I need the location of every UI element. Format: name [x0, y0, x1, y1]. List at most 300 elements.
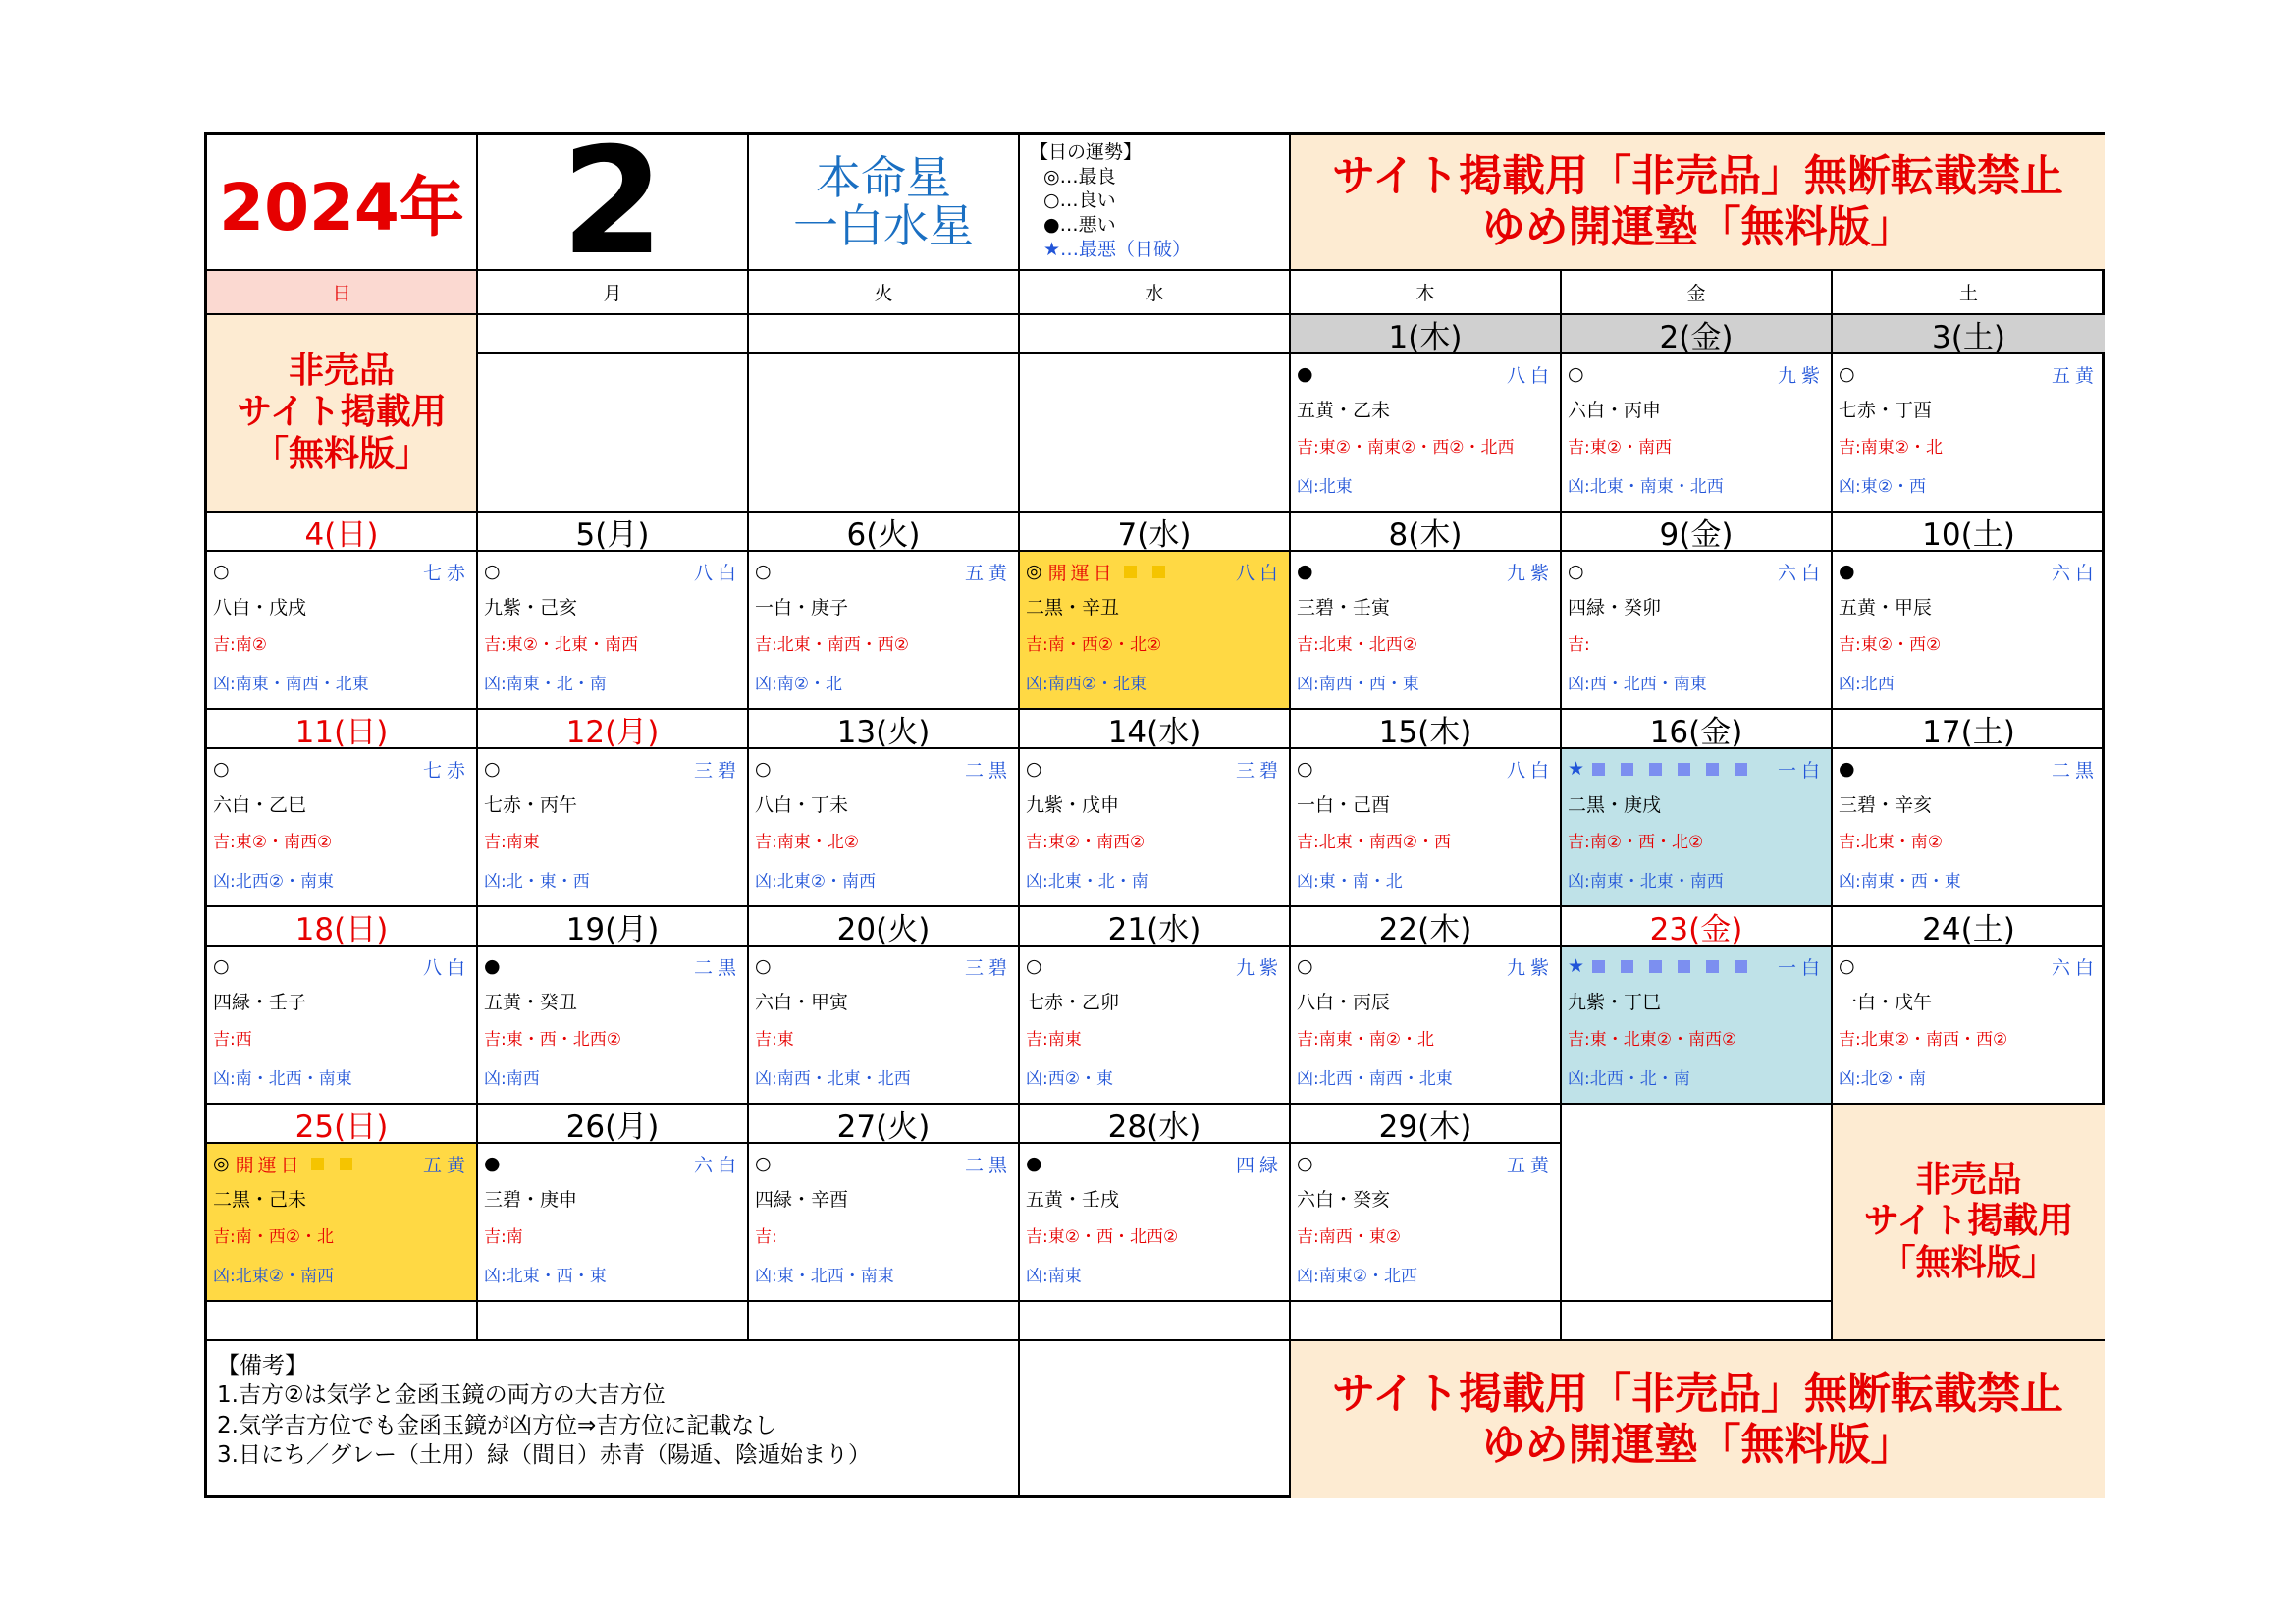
fortune-line [1839, 556, 2099, 587]
date-label: 14(水) [1107, 714, 1201, 749]
lucky-directions: 吉:北東②・南西・西② [1839, 1030, 2008, 1050]
nine-star: 八白 [1235, 562, 1283, 584]
date-header [1833, 907, 2105, 947]
lucky-directions: 吉:南東 [484, 833, 540, 852]
weekday-label: 土 [1958, 283, 1978, 304]
date-label: 29(木) [1378, 1109, 1472, 1144]
fortune-mark: ○ [484, 758, 501, 780]
fortune-mark: ○ [213, 955, 230, 977]
notes-title: 【備考】 [217, 1353, 307, 1379]
day-cell [749, 1144, 1020, 1302]
nichipa-square [1678, 763, 1690, 776]
fortune-line [1026, 753, 1283, 785]
lucky-directions: 吉:南② [213, 635, 267, 655]
date-header [478, 1105, 749, 1144]
kanshi: 一白・己酉 [1297, 794, 1391, 816]
unlucky-directions: 凶:西・北西・南東 [1568, 675, 1707, 694]
lucky-directions: 吉:東②・南西 [1568, 438, 1672, 458]
date-label: 27(火) [836, 1109, 931, 1144]
banner-line2: ゆめ開運塾「無料版」 [1481, 1420, 1914, 1470]
lucky-directions: 吉:南・西②・北② [1026, 635, 1162, 655]
unlucky-directions: 凶:北東 [1297, 477, 1353, 497]
month-number [478, 135, 749, 271]
weekday-label: 金 [1686, 283, 1706, 304]
date-header [749, 513, 1020, 552]
empty-day-cell [478, 354, 749, 513]
date-header [749, 710, 1020, 749]
fortune-line [1297, 950, 1554, 982]
unlucky-directions: 凶:南西②・北東 [1026, 675, 1147, 694]
day-cell [1020, 552, 1291, 710]
nine-star: 八白 [1506, 364, 1554, 387]
legend-best: ◎…最良 [1043, 165, 1116, 188]
blank-row-cell [1562, 1302, 1833, 1341]
fortune-line [1026, 1148, 1283, 1179]
fortune-mark: ○ [1297, 1153, 1313, 1174]
day-cell [1562, 354, 1833, 513]
fortune-line [484, 556, 741, 587]
date-label: 7(水) [1117, 516, 1192, 552]
date-header [478, 907, 749, 947]
nine-star: 三碧 [1235, 759, 1283, 782]
lucky-directions: 吉:南東・南②・北 [1297, 1030, 1434, 1050]
unlucky-directions: 凶:南東・西・東 [1839, 872, 1961, 892]
lucky-directions: 吉:南 [484, 1227, 523, 1247]
fortune-line [1839, 950, 2099, 982]
legend-bad: ●…悪い [1043, 214, 1116, 237]
kanshi: 二黒・庚戌 [1568, 794, 1662, 816]
day-cell [1291, 947, 1562, 1105]
empty-day-cell [1020, 354, 1291, 513]
fortune-mark: ○ [1839, 363, 1855, 385]
date-header [749, 907, 1020, 947]
unlucky-directions: 凶:南②・北 [755, 675, 842, 694]
weekday-3 [1020, 271, 1291, 315]
fortune-line [1297, 753, 1554, 785]
unlucky-directions: 凶:南西 [484, 1069, 540, 1089]
nine-star: 九紫 [1235, 956, 1283, 979]
lucky-directions: 吉:東②・西② [1839, 635, 1942, 655]
fortune-mark: ● [484, 1153, 501, 1174]
date-label: 21(水) [1107, 911, 1201, 947]
day-cell [207, 749, 478, 907]
nine-star: 一白 [1777, 759, 1825, 782]
fortune-mark: ● [1297, 561, 1313, 582]
unlucky-directions: 凶:北②・南 [1839, 1069, 1926, 1089]
unlucky-directions: 凶:北東・南東・北西 [1568, 477, 1724, 497]
unlucky-directions: 凶:北西・南西・北東 [1297, 1069, 1453, 1089]
day-cell [1833, 749, 2105, 907]
lucky-directions: 吉:西 [213, 1030, 252, 1050]
fortune-mark: ● [1839, 758, 1855, 780]
nichipa-square [1706, 960, 1719, 973]
date-label: 18(日) [294, 911, 389, 947]
nine-star: 八白 [693, 562, 741, 584]
date-label: 25(日) [294, 1109, 389, 1144]
date-label: 3(土) [1932, 319, 2005, 354]
lucky-directions: 吉:東②・南西② [1026, 833, 1146, 852]
kanshi: 七赤・丁酉 [1839, 400, 1933, 421]
kaiun-square [340, 1158, 352, 1170]
nichipa-square [1735, 763, 1747, 776]
nichipa-square [1621, 763, 1633, 776]
date-label: 20(火) [836, 911, 931, 947]
legend-worst: ★…最悪（日破） [1043, 238, 1192, 260]
nine-star: 三碧 [964, 956, 1012, 979]
weekday-label: 月 [603, 283, 622, 304]
day-cell [207, 1144, 478, 1302]
date-header [478, 710, 749, 749]
side-banner-right [1833, 1105, 2105, 1341]
nine-star: 六白 [1777, 562, 1825, 584]
unlucky-directions: 凶:南東②・北西 [1297, 1267, 1417, 1286]
nichipa-square [1649, 763, 1662, 776]
notes-line3: 3.日にち／グレー（土用）緑（間日）赤青（陽遁、陰遁始まり） [217, 1442, 871, 1469]
kaiun-label: 開運日 [235, 1154, 303, 1176]
date-label: 11(日) [294, 714, 389, 749]
day-cell [1020, 749, 1291, 907]
calendar-grid [204, 132, 2105, 1498]
nine-star: 六白 [693, 1154, 741, 1176]
kaiun-square [1152, 566, 1165, 578]
weekday-label: 火 [874, 283, 893, 304]
lucky-directions: 吉:南東②・北 [1839, 438, 1943, 458]
kanshi: 三碧・壬寅 [1297, 597, 1391, 619]
kanshi: 八白・丙辰 [1297, 992, 1391, 1013]
empty-date-header [1020, 315, 1291, 354]
unlucky-directions: 凶:北東②・南西 [213, 1267, 334, 1286]
year-text: 2024年 [219, 170, 464, 245]
empty-date-header [749, 315, 1020, 354]
unlucky-directions: 凶:北西 [1839, 675, 1895, 694]
fortune-mark: ○ [213, 561, 230, 582]
unlucky-directions: 凶:北東②・南西 [755, 872, 876, 892]
nine-star: 五黄 [1506, 1154, 1554, 1176]
fortune-mark: ○ [755, 955, 772, 977]
fortune-mark: ● [1297, 363, 1313, 385]
fortune-line [1568, 753, 1825, 785]
kanshi: 四緑・辛酉 [755, 1189, 849, 1211]
kanshi: 七赤・丙午 [484, 794, 578, 816]
top-banner [1291, 135, 2105, 271]
legend-title: 【日の運勢】 [1030, 141, 1143, 163]
day-cell [1291, 1144, 1562, 1302]
date-label: 24(土) [1922, 911, 2015, 947]
nichipa-square [1735, 960, 1747, 973]
date-header [1833, 513, 2105, 552]
empty-day-cell [749, 354, 1020, 513]
date-label: 5(月) [575, 516, 650, 552]
nine-star: 九紫 [1506, 956, 1554, 979]
date-header [478, 513, 749, 552]
day-cell [1833, 552, 2105, 710]
weekday-label: 水 [1145, 283, 1164, 304]
fortune-line [1026, 950, 1283, 982]
fortune-mark: ○ [755, 1153, 772, 1174]
unlucky-directions: 凶:北西・北・南 [1568, 1069, 1690, 1089]
lucky-directions: 吉:東・北東②・南西② [1568, 1030, 1737, 1050]
day-cell [1562, 749, 1833, 907]
date-header [749, 1105, 1020, 1144]
kanshi: 五黄・甲辰 [1839, 597, 1933, 619]
fortune-line [1568, 358, 1825, 390]
fortune-line [755, 950, 1012, 982]
nine-star: 五黄 [964, 562, 1012, 584]
date-header [1562, 315, 1833, 354]
day-cell [478, 947, 749, 1105]
date-header [1562, 907, 1833, 947]
blank-row-cell [478, 1302, 749, 1341]
fortune-line [1568, 556, 1825, 587]
date-label: 2(金) [1659, 319, 1734, 354]
date-header [1833, 710, 2105, 749]
date-header [1020, 1105, 1291, 1144]
side-banner-line2: サイト掲載用 [1863, 1201, 2074, 1242]
kanshi: 六白・甲寅 [755, 992, 849, 1013]
fortune-line [1297, 358, 1554, 390]
unlucky-directions: 凶:北西②・南東 [213, 872, 334, 892]
kanshi: 二黒・己未 [213, 1189, 307, 1211]
notes-box [207, 1341, 1020, 1498]
date-label: 4(日) [304, 516, 379, 552]
unlucky-directions: 凶:北東・西・東 [484, 1267, 607, 1286]
nichipa-square [1678, 960, 1690, 973]
lucky-directions: 吉:東②・南東②・西②・北西 [1297, 438, 1515, 458]
banner-line2: ゆめ開運塾「無料版」 [1481, 201, 1914, 252]
unlucky-directions: 凶:南東・北・南 [484, 675, 607, 694]
date-header [1291, 710, 1562, 749]
nine-star: 五黄 [422, 1154, 470, 1176]
nine-star: 八白 [422, 956, 470, 979]
notes-line2: 2.気学吉方位でも金函玉鏡が凶方位⇒吉方位に記載なし [217, 1412, 777, 1438]
unlucky-directions: 凶:東②・西 [1839, 477, 1926, 497]
day-cell [1020, 1144, 1291, 1302]
day-cell [1291, 552, 1562, 710]
date-label: 17(土) [1922, 714, 2015, 749]
fortune-line [484, 950, 741, 982]
day-cell [207, 947, 478, 1105]
kanshi: 二黒・辛丑 [1026, 597, 1120, 619]
kanshi: 三碧・庚申 [484, 1189, 578, 1211]
nichipa-square [1621, 960, 1633, 973]
fortune-mark: ○ [1026, 955, 1042, 977]
day-cell [1562, 947, 1833, 1105]
day-cell [478, 749, 749, 907]
unlucky-directions: 凶:南東 [1026, 1267, 1082, 1286]
nichipa-square [1592, 960, 1605, 973]
fortune-mark: ★ [1568, 955, 1585, 977]
nine-star: 四緑 [1235, 1154, 1283, 1176]
lucky-directions: 吉:東②・南西② [213, 833, 333, 852]
kanshi: 八白・戊戌 [213, 597, 307, 619]
fortune-mark: ● [484, 955, 501, 977]
kanshi: 五黄・乙未 [1297, 400, 1391, 421]
day-cell [1562, 552, 1833, 710]
side-banner-line1: 非売品 [1915, 1159, 2022, 1200]
date-label: 9(金) [1659, 516, 1734, 552]
fortune-mark: ◎ [1026, 561, 1042, 582]
fortune-line [213, 556, 470, 587]
nine-star: 七赤 [422, 562, 470, 584]
honmei-star [749, 135, 1020, 271]
fortune-mark: ○ [1568, 363, 1584, 385]
weekday-6 [1833, 271, 2105, 315]
date-header [207, 513, 478, 552]
day-cell [478, 552, 749, 710]
kanshi: 九紫・戊申 [1026, 794, 1120, 816]
nine-star: 五黄 [2051, 364, 2099, 387]
fortune-line [755, 1148, 1012, 1179]
day-cell [1291, 749, 1562, 907]
day-cell [749, 947, 1020, 1105]
nine-star: 二黒 [693, 956, 741, 979]
nine-star: 二黒 [2051, 759, 2099, 782]
fortune-mark: ○ [1568, 561, 1584, 582]
fortune-line [1839, 358, 2099, 390]
date-label: 28(水) [1107, 1109, 1201, 1144]
kanshi: 四緑・癸卯 [1568, 597, 1662, 619]
date-label: 10(土) [1922, 516, 2015, 552]
date-label: 16(金) [1649, 714, 1743, 749]
side-banner-line3: 「無料版」 [1880, 1242, 2057, 1283]
unlucky-directions: 凶:南西・北東・北西 [755, 1069, 911, 1089]
nine-star: 八白 [1506, 759, 1554, 782]
nichipa-square [1706, 763, 1719, 776]
blank-row-cell [1020, 1302, 1291, 1341]
unlucky-directions: 凶:北・東・西 [484, 872, 590, 892]
fortune-line [1026, 556, 1283, 587]
date-header [1020, 907, 1291, 947]
lucky-directions: 吉: [1568, 635, 1590, 655]
date-header [1562, 710, 1833, 749]
legend-good: ○…良い [1043, 189, 1116, 212]
nine-star: 六白 [2051, 956, 2099, 979]
day-cell [749, 749, 1020, 907]
unlucky-directions: 凶:南・北西・南東 [213, 1069, 352, 1089]
kanshi: 三碧・辛亥 [1839, 794, 1933, 816]
nine-star: 三碧 [693, 759, 741, 782]
date-label: 19(月) [565, 911, 660, 947]
blank-row-cell [1291, 1302, 1562, 1341]
blank-row-cell [749, 1302, 1020, 1341]
kanshi: 五黄・壬戌 [1026, 1189, 1120, 1211]
day-cell [207, 552, 478, 710]
honmei-line1: 本命星 [816, 151, 951, 205]
unlucky-directions: 凶:東・南・北 [1297, 872, 1403, 892]
date-header [1291, 315, 1562, 354]
side-banner-line2: サイト掲載用 [237, 392, 447, 433]
date-header [1562, 513, 1833, 552]
unlucky-directions: 凶:北東・北・南 [1026, 872, 1148, 892]
nine-star: 七赤 [422, 759, 470, 782]
side-banner-line1: 非売品 [288, 350, 395, 391]
kanshi: 八白・丁未 [755, 794, 849, 816]
weekday-4 [1291, 271, 1562, 315]
honmei-line2: 一白水星 [793, 198, 974, 252]
date-label: 1(木) [1388, 319, 1463, 354]
unlucky-directions: 凶:西②・東 [1026, 1069, 1113, 1089]
unlucky-directions: 凶:南西・西・東 [1297, 675, 1419, 694]
kaiun-square [1124, 566, 1137, 578]
bottom-banner [1291, 1341, 2105, 1498]
kanshi: 一白・戊午 [1839, 992, 1933, 1013]
weekday-1 [478, 271, 749, 315]
lucky-directions: 吉: [755, 1227, 777, 1247]
fortune-line [1297, 556, 1554, 587]
fortune-mark: ○ [213, 758, 230, 780]
fortune-mark: ○ [1026, 758, 1042, 780]
weekday-0 [207, 271, 478, 315]
kanshi: 六白・乙巳 [213, 794, 307, 816]
side-banner-line3: 「無料版」 [252, 433, 430, 474]
fortune-line [1297, 1148, 1554, 1179]
unlucky-directions: 凶:南東・北東・南西 [1568, 872, 1724, 892]
date-label: 8(木) [1388, 516, 1463, 552]
lucky-directions: 吉:南東・北② [755, 833, 859, 852]
nine-star: 一白 [1777, 956, 1825, 979]
day-cell [1020, 947, 1291, 1105]
nine-star: 二黒 [964, 1154, 1012, 1176]
fortune-mark: ● [1026, 1153, 1042, 1174]
kanshi: 一白・庚子 [755, 597, 849, 619]
fortune-mark: ○ [755, 561, 772, 582]
kaiun-label: 開運日 [1047, 562, 1116, 584]
date-header [1833, 315, 2105, 354]
weekday-label: 日 [332, 283, 351, 304]
date-label: 15(木) [1378, 714, 1472, 749]
date-label: 26(月) [565, 1109, 660, 1144]
lucky-directions: 吉:南②・西・北② [1568, 833, 1704, 852]
banner-line1: サイト掲載用「非売品」無断転載禁止 [1332, 1369, 2063, 1420]
lucky-directions: 吉:東・西・北西② [484, 1030, 621, 1050]
fortune-line [213, 950, 470, 982]
fortune-line [755, 753, 1012, 785]
date-header [207, 710, 478, 749]
banner-line1: サイト掲載用「非売品」無断転載禁止 [1332, 150, 2063, 201]
fortune-line [213, 1148, 470, 1179]
date-header [1020, 710, 1291, 749]
day-cell [1291, 354, 1562, 513]
fortune-mark: ○ [1297, 955, 1313, 977]
date-label: 6(火) [846, 516, 921, 552]
lucky-directions: 吉:北東・南② [1839, 833, 1943, 852]
kanshi: 五黄・癸丑 [484, 992, 578, 1013]
lucky-directions: 吉:北東・南西・西② [755, 635, 909, 655]
fortune-line [1568, 950, 1825, 982]
kanshi: 四緑・壬子 [213, 992, 307, 1013]
notes-line1: 1.吉方②は気学と金函玉鏡の両方の大吉方位 [217, 1382, 666, 1409]
kanshi: 九紫・丁巳 [1568, 992, 1662, 1013]
empty-date-header [478, 315, 749, 354]
fortune-legend [1020, 135, 1291, 271]
side-banner-left [207, 315, 478, 513]
date-label: 12(月) [565, 714, 660, 749]
kanshi: 七赤・乙卯 [1026, 992, 1120, 1013]
lucky-directions: 吉:北東・南西②・西 [1297, 833, 1451, 852]
unlucky-directions: 凶:東・北西・南東 [755, 1267, 894, 1286]
kanshi: 六白・癸亥 [1297, 1189, 1391, 1211]
lucky-directions: 吉:南東 [1026, 1030, 1082, 1050]
nine-star: 二黒 [964, 759, 1012, 782]
kanshi: 九紫・己亥 [484, 597, 578, 619]
date-header [1020, 513, 1291, 552]
kaiun-square [311, 1158, 324, 1170]
lucky-directions: 吉:北東・北西② [1297, 635, 1417, 655]
fortune-line [484, 1148, 741, 1179]
date-label: 13(火) [836, 714, 931, 749]
lucky-directions: 吉:東②・西・北西② [1026, 1227, 1179, 1247]
fortune-line [755, 556, 1012, 587]
